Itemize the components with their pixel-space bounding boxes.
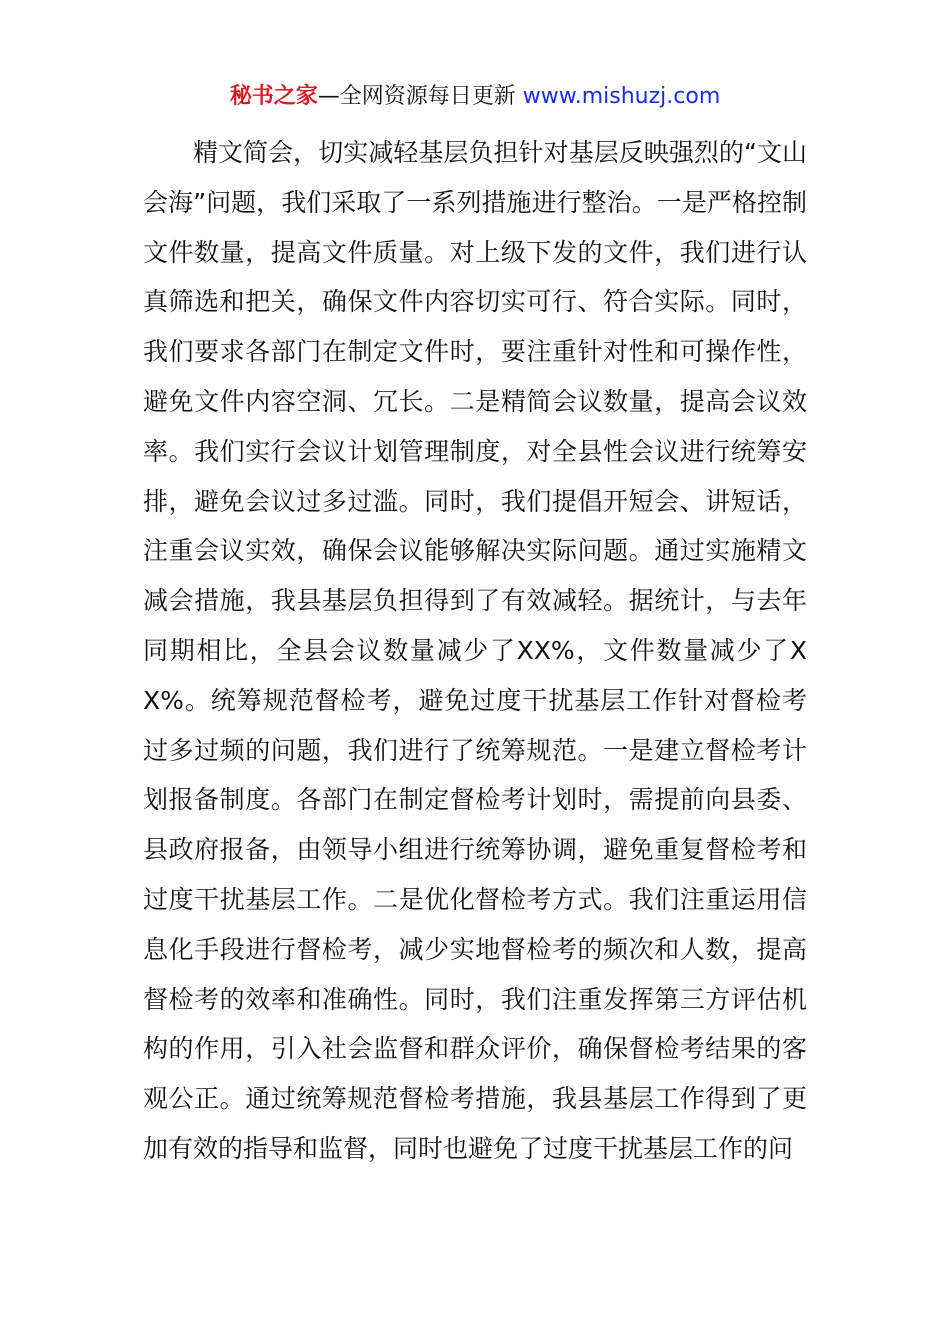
body-paragraph: 精文简会，切实减轻基层负担针对基层反映强烈的“文山会海”问题，我们采取了一系列措施进行整治。一是严格控制文件数量，提高文件质量。对上级下发的文件，我们进行认真筛选和把关，确保文件内容切实可行、符合实际。同时，我们要求各部门在制定文件时，要注重针对性和可操作性，避免文件内容空洞、冗长。二是精简会议数量，提高会议效率。我们实行会议计划管理制度，对全县性会议进行统筹安排，避免会议过多过滥。同时，我们提倡开短会、讲短话，注重会议实效，确保会议能够解决实际问题。通过实施精文减会措施，我县基层负担得到了有效减轻。据统计，与去年同期相比，全县会议数量减少了XX%，文件数量减少了XX%。统筹规范督检考，避免过度干扰基层工作针对督检考过多过频的问题，我们进行了统筹规范。一是建立督检考计划报备制度。各部门在制定督检考计划时，需提前向县委、县政府报备，由领导小组进行统筹协调，避免重复督检考和过度干扰基层工作。二是优化督检考方式。我们注重运用信息化手段进行督检考，减少实地督检考的频次和人数，提高督检考的效率和准确性。同时，我们注重发挥第三方评估机构的作用，引入社会监督和群众评价，确保督检考结果的客观公正。通过统筹规范督检考措施，我县基层工作得到了更加有效的指导和监督，同时也避免了过度干扰基层工作的问 bbox=[143, 138, 807, 1163]
header-tagline: —全网资源每日更新 bbox=[317, 84, 523, 109]
website-url[interactable]: www.mishuzj.com bbox=[522, 84, 721, 109]
page-header bbox=[0, 82, 950, 112]
brand-name: 秘书之家 bbox=[229, 84, 318, 109]
